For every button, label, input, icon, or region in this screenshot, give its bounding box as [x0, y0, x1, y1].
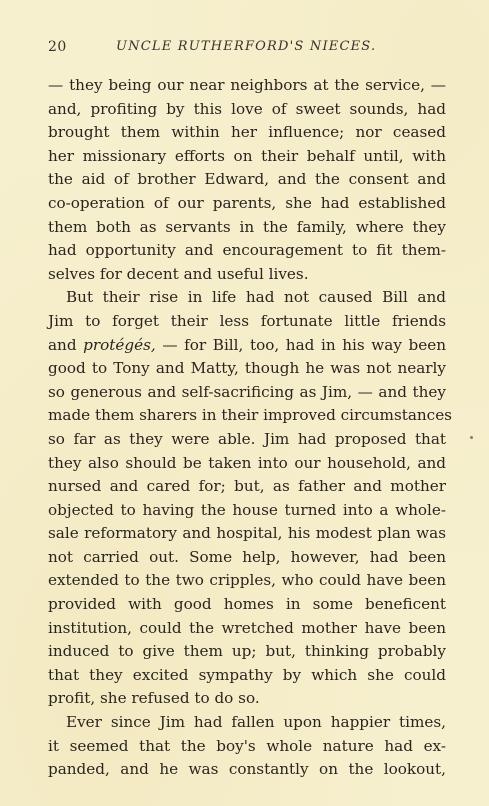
- text-line: objected to having the house turned into a whole-: [48, 500, 446, 519]
- text-line: panded, and he was constantly on the lookout,: [48, 760, 446, 779]
- text-line: brought them within her influence; nor ceased: [48, 123, 446, 142]
- text-line: But their rise in life had not caused Bill and: [66, 288, 446, 307]
- text-line: induced to give them up; but, thinking probably: [48, 642, 446, 661]
- text-segment: — for Bill, too, had in his way been: [155, 335, 446, 354]
- text-line: [48, 334, 446, 358]
- text-line: and, profiting by this love of sweet sounds, had: [48, 99, 446, 118]
- text-line: so far as they were able. Jim had proposed that: [48, 429, 446, 448]
- running-head: [48, 36, 448, 58]
- text-line: good to Tony and Matty, though he was not nearly: [48, 359, 446, 378]
- body-text: [48, 74, 452, 782]
- paper-speck: [470, 436, 473, 439]
- text-line: them both as servants in the family, where they: [48, 217, 446, 236]
- running-title: UNCLE RUTHERFORD'S NIECES.: [116, 39, 377, 54]
- text-line: the aid of brother Edward, and the consent and: [48, 170, 446, 189]
- text-line: Ever since Jim had fallen upon happier times,: [66, 713, 446, 732]
- text-line: institution, could the wretched mother have been: [48, 618, 446, 637]
- text-line: her missionary efforts on their behalf until, with: [48, 146, 446, 165]
- text-line: they also should be taken into our household, and: [48, 453, 446, 472]
- text-line: co-operation of our parents, she had established: [48, 193, 446, 212]
- text-line: provided with good homes in some beneficent: [48, 595, 446, 614]
- text-line: sale reformatory and hospital, his modest plan was: [48, 524, 446, 543]
- text-line: that they excited sympathy by which she could: [48, 665, 446, 684]
- text-line: had opportunity and encouragement to fit them-: [48, 241, 446, 260]
- text-line: — they being our near neighbors at the service, —: [48, 76, 446, 94]
- page-number: 20: [48, 39, 67, 55]
- text-line: Jim to forget their less fortunate little friends: [48, 311, 446, 330]
- italic-word: protégés,: [83, 335, 156, 354]
- text-line: selves for decent and useful lives.: [48, 264, 309, 283]
- text-line: nursed and cared for; but, as father and mother: [48, 477, 446, 496]
- text-line: extended to the two cripples, who could have been: [48, 571, 446, 590]
- text-line: so generous and self-sacrificing as Jim, — and they: [48, 382, 446, 401]
- text-line: it seemed that the boy's whole nature had ex-: [48, 736, 446, 755]
- text-segment: and: [48, 335, 84, 354]
- text-line: profit, she refused to do so.: [48, 689, 260, 708]
- text-line: made them sharers in their improved circumstances: [48, 406, 452, 425]
- text-line: not carried out. Some help, however, had been: [48, 547, 446, 566]
